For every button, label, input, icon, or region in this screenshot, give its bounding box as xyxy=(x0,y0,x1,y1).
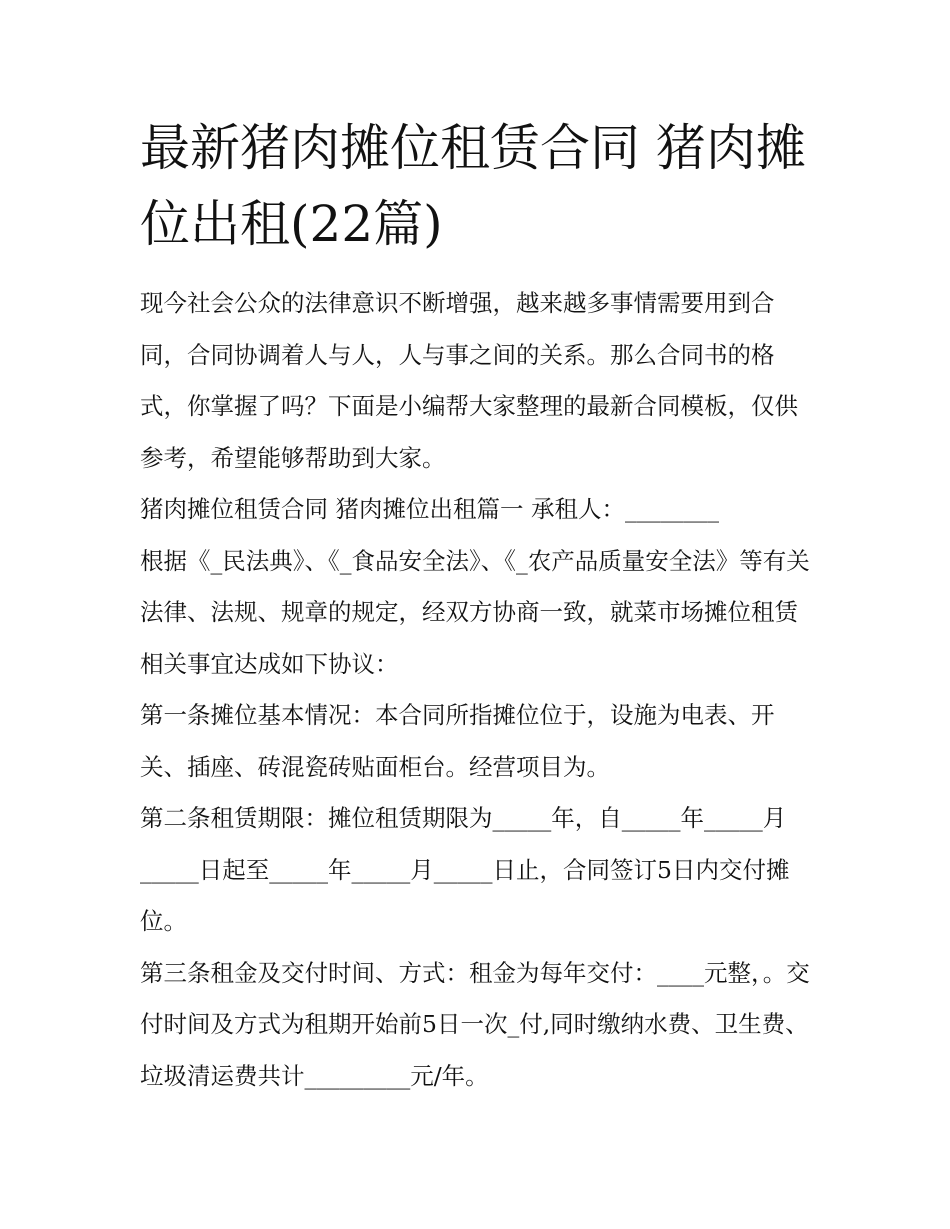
legal-basis-paragraph: 根据《_民法典》、《_食品安全法》、《_农产品质量安全法》等有关法律、法规、规章的规定，经双方协商一致，就菜市场摊位租赁相关事宜达成如下协议： xyxy=(140,546,810,678)
article-three-paragraph: 第三条租金及交付时间、方式：租金为每年交付：____元整，。交付时间及方式为租期开始前5日一次_付,同时缴纳水费、卫生费、垃圾清运费共计_________元/年。 xyxy=(140,958,810,1090)
section-heading-paragraph: 猪肉摊位租赁合同 猪肉摊位出租篇一 承租人：________ xyxy=(140,495,719,523)
article-two-paragraph: 第二条租赁期限：摊位租赁期限为_____年，自_____年_____月_____日起至_____年_____月_____日止，合同签订5日内交付摊位。 xyxy=(140,804,790,935)
document-title xyxy=(140,110,820,262)
title-line-2: 位出租(22篇) xyxy=(140,195,443,253)
intro-paragraph: 现今社会公众的法律意识不断增强，越来越多事情需要用到合同，合同协调着人与人，人与事之间的关系。那么合同书的格式，你掌握了吗？下面是小编帮大家整理的最新合同模板，仅供参考，希望能够帮助到大家。 xyxy=(140,289,798,472)
article-one-paragraph: 第一条摊位基本情况：本合同所指摊位位于，设施为电表、开关、插座、砖混瓷砖贴面柜台。经营项目为。 xyxy=(140,701,775,781)
title-line-1: 最新猪肉摊位租赁合同 猪肉摊 xyxy=(140,119,806,177)
document-body xyxy=(140,278,820,1102)
